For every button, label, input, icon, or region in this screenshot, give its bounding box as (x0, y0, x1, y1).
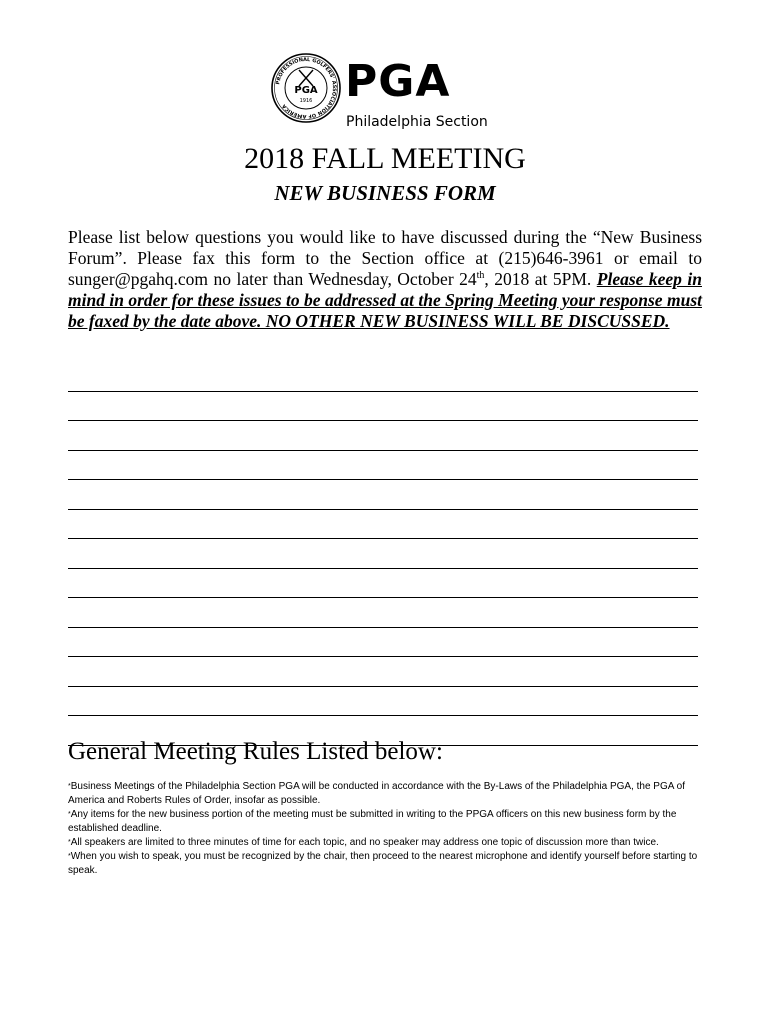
rule-item (68, 850, 708, 878)
form-subtitle: NEW BUSINESS FORM (274, 181, 496, 205)
pga-logo (270, 52, 510, 132)
rule-text: When you wish to speak, you must be recognized by the chair, then proceed to the nearest microphone and identify yourself before starting to speak. (68, 851, 698, 876)
response-lines[interactable] (68, 362, 698, 746)
response-line[interactable] (68, 421, 698, 451)
date-ordinal: th (476, 270, 485, 282)
bullet-asterisk: * (68, 783, 71, 790)
response-line[interactable] (68, 451, 698, 481)
rules-list (68, 780, 708, 878)
response-line[interactable] (68, 480, 698, 510)
instructions-paragraph (68, 227, 702, 332)
seal-ring-text: PROFESSIONAL GOLFERS' ASSOCIATION OF AMERICA (275, 56, 338, 120)
response-line[interactable] (68, 687, 698, 717)
rule-item (68, 780, 708, 808)
rule-item (68, 808, 708, 836)
pga-seal-icon (270, 52, 342, 124)
response-line[interactable] (68, 657, 698, 687)
instructions-deadline: , 2018 at 5PM. (484, 269, 597, 289)
bullet-asterisk: * (68, 853, 71, 860)
response-line[interactable] (68, 362, 698, 392)
seal-year: 1916 (299, 98, 313, 104)
rule-text: All speakers are limited to three minutes of time for each topic, and no speaker may address one topic of discussion more than twice. (70, 837, 659, 848)
deadline-warning: Please keep in mind in order for these issues to be addressed at the Spring Meeting your response must be faxed by the date above. NO OTHER NEW BUSINESS WILL BE DISCUSSED. (68, 269, 702, 331)
seal-monogram: PGA (294, 85, 318, 96)
rule-text: Any items for the new business portion of the meeting must be submitted in writing to the PPGA officers on this new business form by the established deadline. (68, 809, 677, 834)
response-line[interactable] (68, 392, 698, 422)
bullet-asterisk: * (68, 811, 71, 818)
pga-wordmark: PGA (345, 56, 451, 107)
response-line[interactable] (68, 569, 698, 599)
response-line[interactable] (68, 539, 698, 569)
rule-item (68, 836, 708, 850)
rules-heading: General Meeting Rules Listed below: (68, 738, 443, 765)
response-line[interactable] (68, 598, 698, 628)
page-title: 2018 FALL MEETING (244, 142, 526, 175)
section-name: Philadelphia Section (346, 114, 488, 130)
rule-text: Business Meetings of the Philadelphia Section PGA will be conducted in accordance with the By-Laws of the Philadelphia PGA, the PGA of America and Roberts Rules of Order, insofar as possible. (68, 781, 685, 806)
instructions-text: Please list below questions you would like to have discussed during the “New Business Forum”. Please fax this form to the Section office at (215)646-3961 or email to sunger@pgahq.com no later than Wednesday, October 24 (68, 227, 702, 289)
response-line[interactable] (68, 628, 698, 658)
bullet-asterisk: * (68, 839, 71, 846)
response-line[interactable] (68, 510, 698, 540)
